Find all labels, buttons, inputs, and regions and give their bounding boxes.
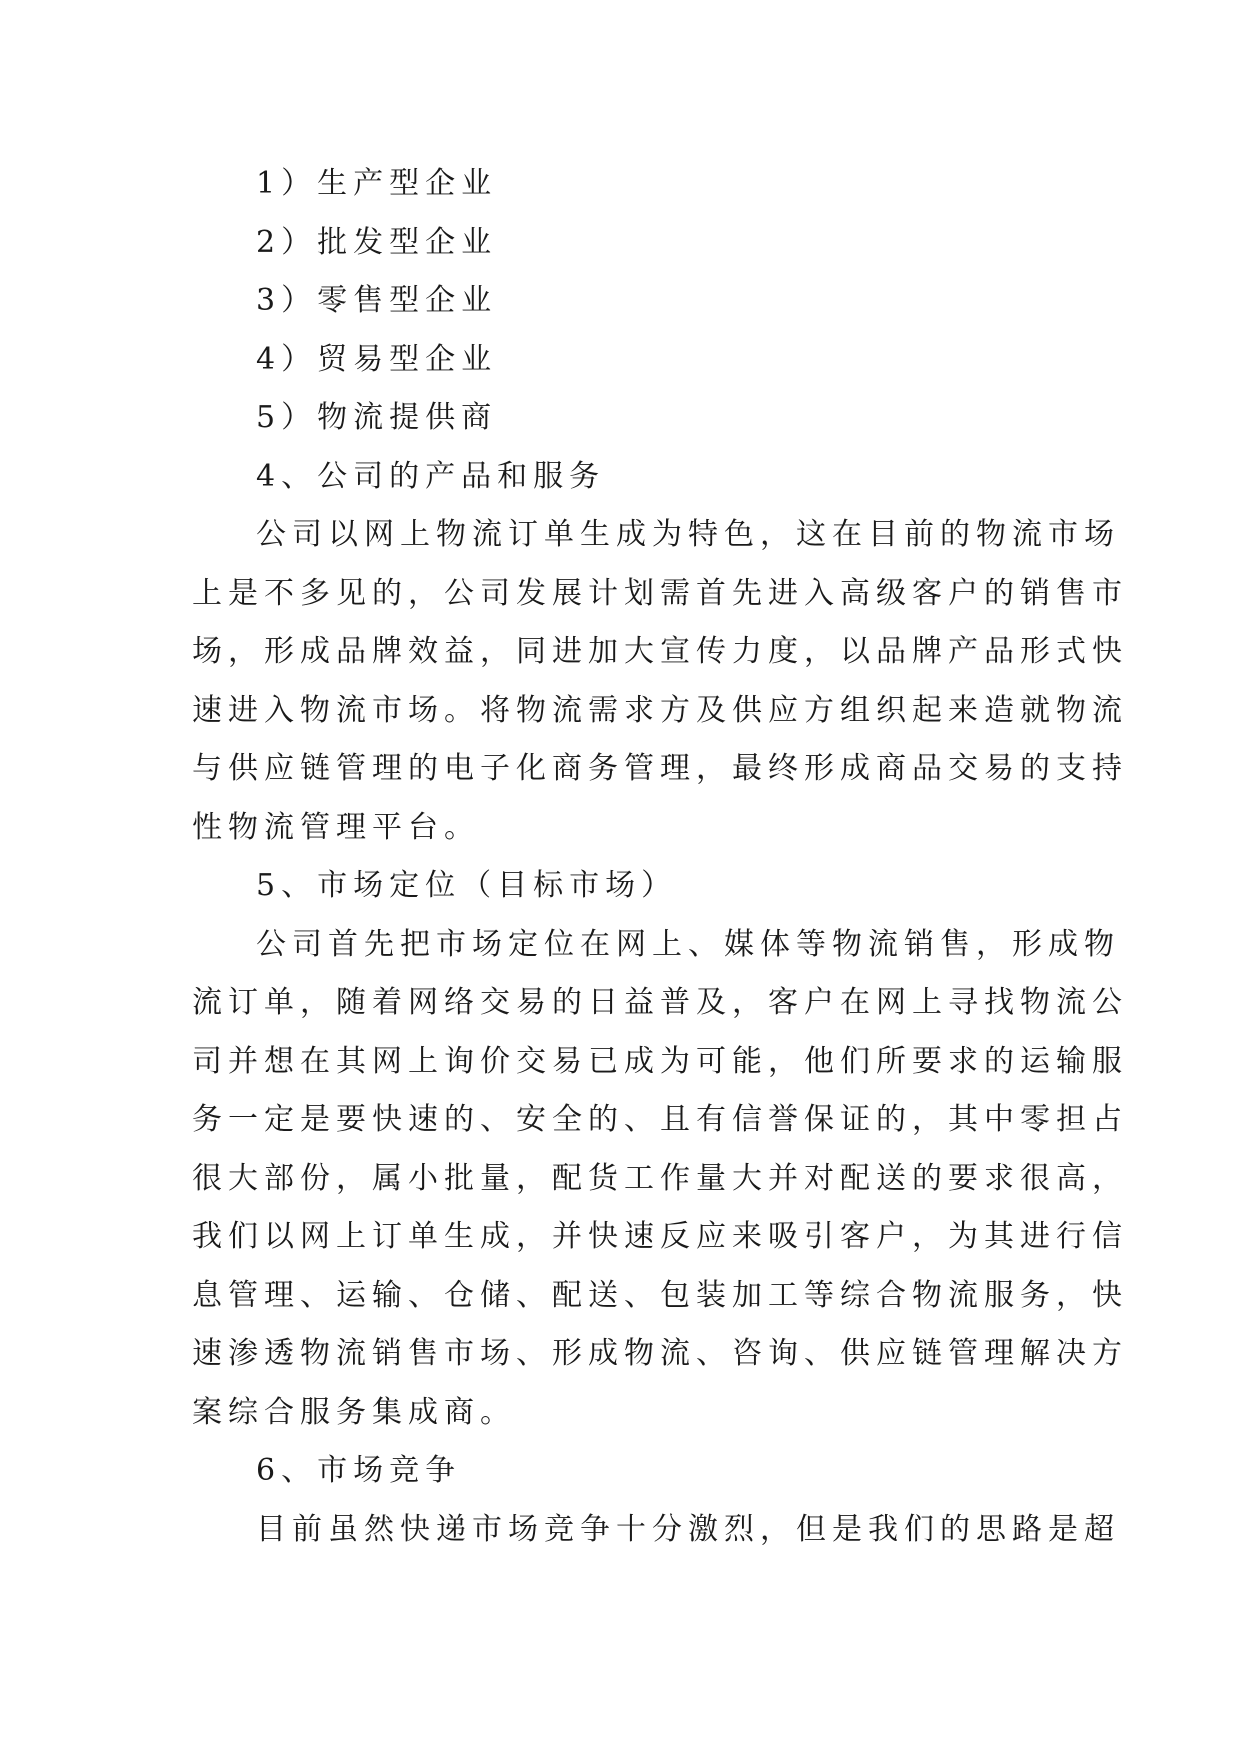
- paragraph-line: 我们以网上订单生成，并快速反应来吸引客户，为其进行信: [192, 1219, 1128, 1254]
- list-item: 4）贸易型企业: [256, 341, 498, 377]
- paragraph-line: 流订单，随着网络交易的日益普及，客户在网上寻找物流公: [192, 985, 1128, 1020]
- paragraph-line: 公司以网上物流订单生成为特色，这在目前的物流市场: [256, 517, 1120, 552]
- paragraph-line: 目前虽然快递市场竞争十分激烈，但是我们的思路是超: [256, 1511, 1120, 1547]
- section-heading-market-positioning: 5、市场定位（目标市场）: [256, 868, 678, 903]
- paragraph-line: 速渗透物流销售市场、形成物流、咨询、供应链管理解决方: [192, 1336, 1128, 1371]
- paragraph-line: 务一定是要快速的、安全的、且有信誉保证的，其中零担占: [192, 1102, 1128, 1137]
- document-body: [192, 155, 1128, 1559]
- section-heading-products-services: 4、公司的产品和服务: [256, 458, 606, 494]
- paragraph-line: 公司首先把市场定位在网上、媒体等物流销售，形成物: [256, 926, 1120, 962]
- paragraph-line: 速进入物流市场。将物流需求方及供应方组织起来造就物流: [192, 692, 1128, 728]
- list-item: 2）批发型企业: [256, 224, 498, 260]
- paragraph-line: 性物流管理平台。: [192, 809, 480, 845]
- paragraph-line: 与供应链管理的电子化商务管理，最终形成商品交易的支持: [192, 751, 1128, 786]
- paragraph-line: 息管理、运输、仓储、配送、包装加工等综合物流服务，快: [192, 1277, 1128, 1313]
- paragraph-line: 司并想在其网上询价交易已成为可能，他们所要求的运输服: [192, 1043, 1128, 1079]
- paragraph-line: 上是不多见的，公司发展计划需首先进入高级客户的销售市: [192, 575, 1128, 611]
- list-item: 5）物流提供商: [256, 400, 498, 435]
- paragraph-line: 很大部份，属小批量，配货工作量大并对配送的要求很高，: [192, 1160, 1128, 1196]
- list-item: 3）零售型企业: [256, 283, 498, 318]
- section-heading-market-competition: 6、市场竞争: [256, 1453, 462, 1488]
- paragraph-line: 场，形成品牌效益，同进加大宣传力度，以品牌产品形式快: [192, 634, 1128, 669]
- list-item: 1）生产型企业: [256, 166, 498, 201]
- paragraph-line: 案综合服务集成商。: [192, 1394, 516, 1430]
